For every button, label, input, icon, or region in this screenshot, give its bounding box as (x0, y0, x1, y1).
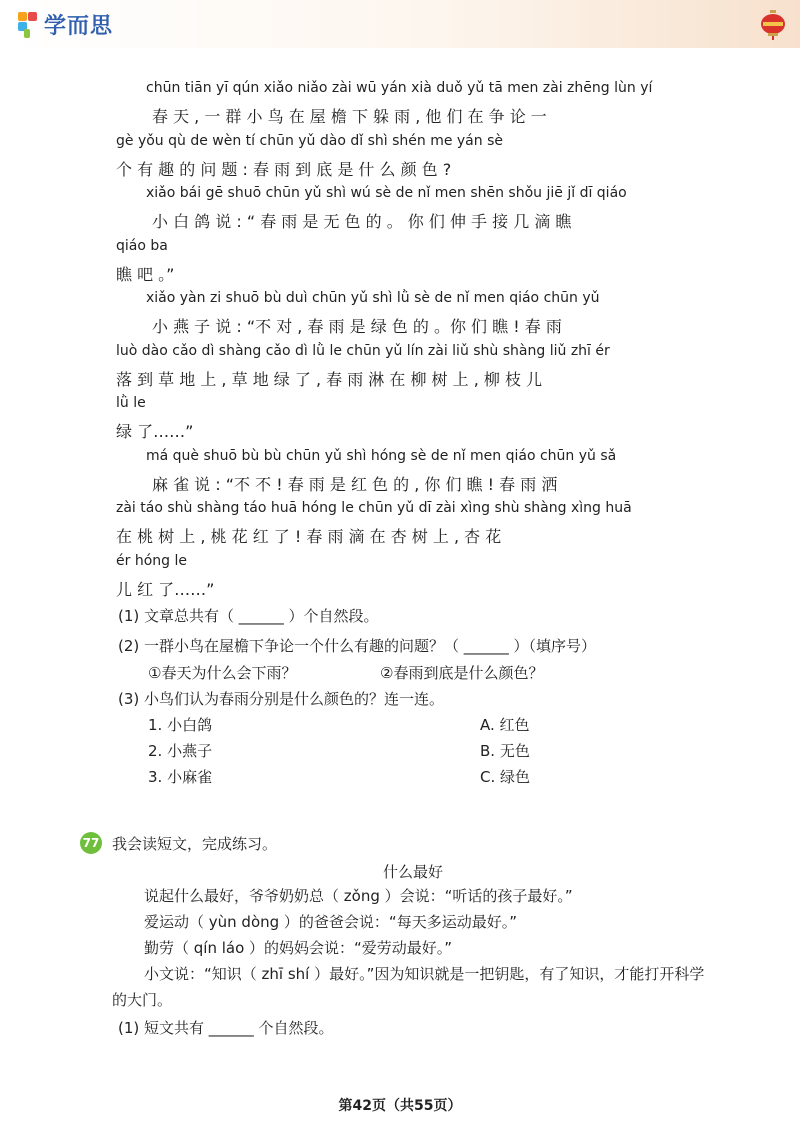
page-header (0, 0, 800, 48)
lantern-icon (760, 10, 786, 40)
passage-line: 的大门。 (112, 991, 173, 1009)
pinyin-line: zài táo shù shàng táo huā hóng le chūn yǔ dī zài xìng shù shàng xìng huā (116, 500, 632, 516)
passage-title: 什么最好 (383, 863, 444, 881)
question-2: (2) 一群小鸟在屋檐下争论一个什么有趣的问题？（ ______ ）（填序号） (118, 637, 597, 655)
passage-line: 说起什么最好，爷爷奶奶总（ zǒng ）会说：“听话的孩子最好。” (144, 887, 573, 905)
brand-logo (16, 9, 113, 40)
text-line: 个 有 趣 的 问 题 : 春 雨 到 底 是 什 么 颜 色 ? (116, 160, 452, 179)
text-line: 绿 了……” (116, 422, 194, 441)
text-line: 小 燕 子 说 : “不 对 , 春 雨 是 绿 色 的 。你 们 瞧 ! 春 雨 (152, 317, 562, 336)
text-line: 在 桃 树 上 , 桃 花 红 了 ! 春 雨 滴 在 杏 树 上 , 杏 花 (116, 527, 502, 546)
text-line: 麻 雀 说 : “不 不 ! 春 雨 是 红 色 的 , 你 们 瞧 ! 春 雨 洒 (152, 475, 558, 494)
pinyin-line: xiǎo yàn zi shuō bù duì chūn yǔ shì lǜ sè de nǐ men qiáo chūn yǔ (146, 290, 600, 306)
text-line: 小 白 鸽 说 : “ 春 雨 是 无 色 的 。 你 们 伸 手 接 几 滴 瞧 (152, 212, 572, 231)
text-line: 儿 红 了……” (116, 580, 215, 599)
text-line: 春 天 , 一 群 小 鸟 在 屋 檐 下 躲 雨 , 他 们 在 争 论 一 (152, 107, 547, 126)
question-3: (3) 小鸟们认为春雨分别是什么颜色的？连一连。 (118, 690, 445, 708)
pinyin-line: qiáo ba (116, 238, 168, 254)
match-left-item: 1. 小白鸽 (148, 716, 213, 734)
passage-line: 勤劳（ qín láo ）的妈妈会说：“爱劳动最好。” (144, 939, 453, 957)
text-line: 落 到 草 地 上 , 草 地 绿 了 , 春 雨 淋 在 柳 树 上 , 柳 枝 儿 (116, 370, 543, 389)
pinyin-line: lǜ le (116, 395, 146, 411)
question-2-option-2: ②春雨到底是什么颜色？ (380, 664, 544, 682)
page-number: 第42页（共55页） (338, 1098, 462, 1114)
pinyin-line: ér hóng le (116, 553, 187, 569)
question-number-badge: 77 (80, 832, 102, 854)
pinyin-line: gè yǒu qù de wèn tí chūn yǔ dào dǐ shì shén me yán sè (116, 133, 503, 149)
match-left-item: 3. 小麻雀 (148, 768, 213, 786)
match-left-item: 2. 小燕子 (148, 742, 213, 760)
match-right-item: A. 红色 (480, 716, 530, 734)
pinyin-line: luò dào cǎo dì shàng cǎo dì lǜ le chūn yǔ lín zài liǔ shù shàng liǔ zhī ér (116, 343, 610, 359)
passage-line: 爱运动（ yùn dòng ）的爸爸会说：“每天多运动最好。” (144, 913, 517, 931)
section77-question-1: (1) 短文共有 ______ 个自然段。 (118, 1019, 334, 1037)
text-line: 瞧 吧 。” (116, 265, 175, 284)
match-right-item: C. 绿色 (480, 768, 531, 786)
pinyin-line: má què shuō bù bù chūn yǔ shì hóng sè de nǐ men qiáo chūn yǔ sǎ (146, 448, 617, 464)
xueersi-logo-icon (16, 12, 40, 38)
pinyin-line: xiǎo bái gē shuō chūn yǔ shì wú sè de nǐ men shēn shǒu jiē jǐ dī qiáo (146, 185, 627, 201)
question-1: (1) 文章总共有（ ______ ）个自然段。 (118, 607, 379, 625)
section-instruction: 我会读短文，完成练习。 (112, 835, 278, 853)
brand-name: 学而思 (44, 14, 114, 39)
pinyin-line: chūn tiān yī qún xiǎo niǎo zài wū yán xià duǒ yǔ tā men zài zhēng lùn yí (146, 80, 653, 96)
question-2-option-1: ①春天为什么会下雨？ (148, 664, 297, 682)
passage-line: 小文说：“知识（ zhī shí ）最好。”因为知识就是一把钥匙，有了知识，才能打开科学 (144, 965, 705, 983)
match-right-item: B. 无色 (480, 742, 530, 760)
